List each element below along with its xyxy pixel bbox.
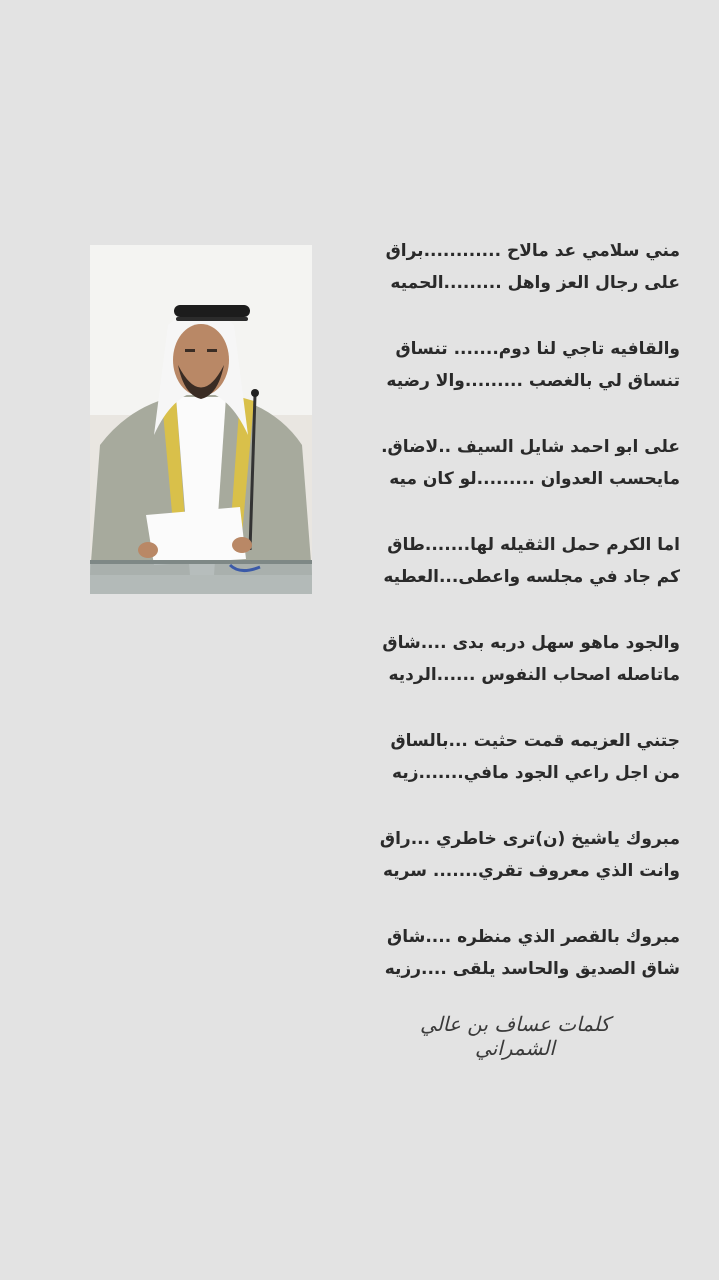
poem-stanza xyxy=(340,921,680,985)
poem-stanza xyxy=(340,431,680,495)
poem-line: مبروك بالقصر الذي منظره ....شاق xyxy=(387,927,680,947)
poem-line: اما الكرم حمل الثقيله لها.......طاق xyxy=(387,535,680,555)
poem-line: مني سلامي عد مالاح ............براق xyxy=(385,241,680,261)
poet-signature: كلمات عساف بن عالي الشمراني xyxy=(420,1012,610,1060)
poem-stanza xyxy=(340,235,680,299)
poem-text xyxy=(340,235,680,1019)
poem-line: وانت الذي معروف تقري....... سريه xyxy=(382,861,680,881)
poem-stanza xyxy=(340,627,680,691)
poem-line: على رجال العز واهل .........الحميه xyxy=(390,273,680,293)
poem-line: جتني العزيمه قمت حثيت ...بالساق xyxy=(390,731,680,751)
poem-line: والجود ماهو سهل دربه بدى ....شاق xyxy=(382,633,680,653)
poem-line: من اجل راعي الجود مافي.......زيه xyxy=(392,763,680,783)
poem-stanza xyxy=(340,823,680,887)
poem-line: على ابو احمد شايل السيف ..لاضاق. xyxy=(381,437,680,457)
poem-line: والقافيه تاجي لنا دوم....... تنساق xyxy=(395,339,680,359)
poem-line: مبروك ياشيخ (ن)ترى خاطري ...راق xyxy=(379,829,680,849)
poem-line: تنساق لي بالغصب .........والا رضيه xyxy=(386,371,680,391)
poem-stanza xyxy=(340,529,680,593)
poem-line: شاق الصديق والحاسد يلقى ....رزيه xyxy=(384,959,680,979)
poem-stanza xyxy=(340,333,680,397)
poem-line: مايحسب العدوان .........لو كان ميه xyxy=(389,469,680,489)
poem-stanza xyxy=(340,725,680,789)
poem-line: ماتاصله اصحاب النفوس ......الرديه xyxy=(388,665,680,685)
portrait-photo xyxy=(90,245,312,594)
portrait-illustration xyxy=(90,245,312,594)
poem-line: كم جاد في مجلسه واعطى...العطيه xyxy=(383,567,680,587)
